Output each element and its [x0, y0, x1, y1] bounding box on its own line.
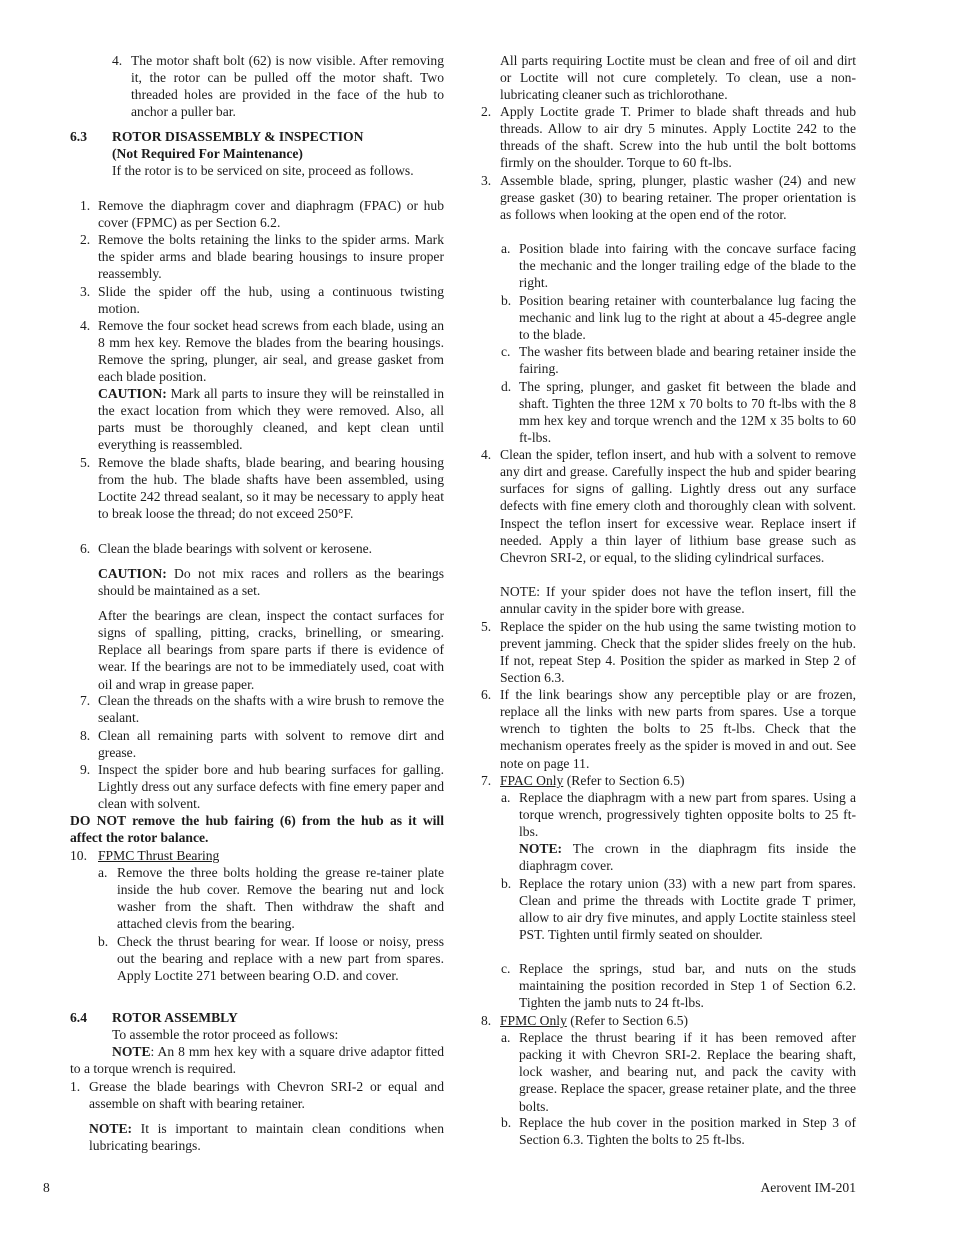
subitem-letter: a.	[501, 790, 511, 805]
caution-note-1	[98, 385, 444, 454]
disassembly-item-10a	[98, 864, 444, 933]
caution-text: Mark all parts to insure they will be reinstalled in the exact location from which they were removed. Also, all parts must be thoroughly cleaned, and kept clean until everything is reassembled.	[98, 386, 444, 453]
item-text: Remove the bolts retaining the links to the spider arms. Mark the spider arms and blade bearing housings to insure proper reassembly.	[98, 232, 444, 282]
assembly-item-4	[481, 446, 856, 566]
item-text: Clean all remaining parts with solvent to remove dirt and grease.	[98, 728, 444, 761]
item-text: Assemble blade, spring, plunger, plastic washer (24) and new grease gasket (30) to bearing retainer. The proper orientation is as follows when looking at the open end of the rotor.	[500, 173, 856, 223]
note-label: NOTE:	[519, 841, 563, 856]
note-label: NOTE	[112, 1044, 151, 1059]
assembly-item-7b	[501, 875, 856, 944]
subitem-letter: a.	[501, 1030, 511, 1045]
diaphragm-crown-note	[519, 840, 856, 874]
item-number: 10.	[70, 848, 87, 863]
subitem-text: Replace the rotary union (33) with a new part from spares. Clean and prime the threads with Loctite grade T primer, allow to air dry five minutes, and apply Loctite stainless steel PST. Tighten until firmly seated on shoulder.	[519, 876, 856, 943]
assembly-item-1	[70, 1078, 444, 1112]
disassembly-item-4	[80, 317, 444, 386]
loctite-paragraph: All parts requiring Loctite must be clean and free of oil and dirt or Loctite will not cure completely. To clean, use a non-lubricating cleaner such as trichlorothane.	[500, 53, 856, 103]
item-text: Clean the blade bearings with solvent or kerosene.	[98, 541, 373, 556]
section-title: ROTOR ASSEMBLY	[112, 1010, 238, 1025]
subitem-letter: a.	[98, 865, 108, 880]
item-number: 8.	[80, 728, 91, 743]
item-heading: FPMC Only	[500, 1013, 567, 1028]
disassembly-item-5	[80, 454, 444, 523]
item-number: 5.	[80, 455, 91, 470]
caution-label: CAUTION:	[98, 386, 167, 401]
item-number: 7.	[80, 693, 91, 708]
item-number: 1.	[70, 1079, 81, 1094]
document-title: Aerovent IM-201	[760, 1180, 856, 1195]
disassembly-item-8	[80, 727, 444, 761]
subitem-letter: b.	[98, 934, 109, 949]
step-number: 4.	[112, 53, 123, 68]
item-number: 3.	[481, 173, 492, 188]
assembly-item-7	[481, 772, 856, 789]
subitem-letter: b.	[501, 1115, 512, 1130]
subitem-text: Remove the three bolts holding the grease re-tainer plate inside the hub cover. Remove the bearing nut and lock washer from the shaft. Then withdraw the shaft and attached clevis from the bearing.	[117, 865, 444, 932]
subitem-letter: a.	[501, 241, 511, 256]
item-heading: FPAC Only	[500, 773, 564, 788]
item-number: 2.	[481, 104, 492, 119]
section-number: 6.3	[70, 129, 87, 144]
assembly-item-3a	[501, 240, 856, 291]
assembly-item-2	[481, 103, 856, 172]
subitem-text: Replace the diaphragm with a new part from spares. Using a torque wrench, progressively tighten opposite bolts to 25 ft-lbs.	[519, 790, 856, 840]
assembly-item-3	[481, 172, 856, 223]
disassembly-item-1	[80, 197, 444, 231]
step-text: The motor shaft bolt (62) is now visible. After removing it, the rotor can be pulled off the motor shaft. Two threaded holes are provided in the face of the hub to anchor a puller bar.	[131, 53, 444, 120]
note-text: It is important to maintain clean conditions when lubricating bearings.	[89, 1121, 444, 1154]
assembly-item-8	[481, 1012, 856, 1029]
assembly-item-6	[481, 686, 856, 772]
item-text: If the link bearings show any perceptible play or are frozen, replace all the links with new parts from spares. Use a torque wrench to tighten the bolts to 25 ft-lbs. Check that the mechanism operates freely as the spider is moved in and out. See note on page 11.	[500, 687, 856, 771]
assembly-item-8a	[501, 1029, 856, 1115]
caution-note-2	[98, 565, 444, 599]
disassembly-step-4	[112, 52, 444, 121]
item-number: 9.	[80, 762, 91, 777]
item-number: 7.	[481, 773, 492, 788]
caution-label: CAUTION:	[98, 566, 167, 581]
item-text: Slide the spider off the hub, using a continuous twisting motion.	[98, 284, 444, 317]
section-subtitle: (Not Required For Maintenance)	[112, 146, 303, 162]
assembly-item-3d	[501, 378, 856, 447]
disassembly-item-6	[80, 540, 444, 557]
item-number: 6.	[481, 687, 492, 702]
disassembly-item-10	[70, 847, 444, 864]
section-number: 6.4	[70, 1010, 87, 1025]
subitem-letter: d.	[501, 379, 512, 394]
subitem-letter: c.	[501, 344, 511, 359]
note-text: The crown in the diaphragm fits inside the diaphragm cover.	[519, 841, 856, 874]
assembly-item-8b	[501, 1114, 856, 1148]
item-number: 2.	[80, 232, 91, 247]
item-text: (Refer to Section 6.5)	[563, 773, 685, 788]
subitem-text: Replace the thrust bearing if it has been removed after packing it with Chevron SRI-2. Replace the bearing shaft, lock washer, and bearing nut, and pack the cavity with grease. Replace the spacer, grease retainer plate, and the three bolts.	[519, 1030, 856, 1114]
subitem-letter: b.	[501, 876, 512, 891]
hub-fairing-warning: DO NOT remove the hub fairing (6) from the hub as it will affect the rotor balance.	[70, 813, 444, 846]
item-number: 5.	[481, 619, 492, 634]
caution-text: Do not mix races and rollers as the bearings should be maintained as a set.	[98, 566, 444, 599]
item-text: Replace the spider on the hub using the same twisting motion to prevent jamming. Check that the spider slides freely on the hub. If not, repeat Step 4. Position the spider as marked in Step 2 of Section 6.3.	[500, 619, 856, 686]
disassembly-item-9	[80, 761, 444, 812]
disassembly-item-7	[80, 692, 444, 726]
subitem-text: Position bearing retainer with counterbalance lug facing the mechanic and link lug to the right at about a 45-degree angle to the blade.	[519, 293, 856, 343]
item-text: Clean the threads on the shafts with a wire brush to remove the sealant.	[98, 693, 444, 726]
subitem-letter: c.	[501, 961, 511, 976]
assembly-item-7c	[501, 960, 856, 1011]
item-text: Remove the blade shafts, blade bearing, and bearing housing from the hub. The blade shafts have been assembled, using Loctite 242 thread sealant, so it may be necessary to apply heat to break loose the thread; do not exceed 250°F.	[98, 455, 444, 522]
disassembly-item-10b	[98, 933, 444, 984]
section-6-4-heading	[70, 1009, 444, 1026]
item-number: 4.	[481, 447, 492, 462]
section-6-3-intro: If the rotor is to be serviced on site, proceed as follows.	[112, 163, 414, 178]
clean-conditions-note	[89, 1120, 444, 1154]
item-heading: FPMC Thrust Bearing	[98, 848, 220, 863]
subitem-text: Replace the springs, stud bar, and nuts on the studs maintaining the position recorded in Step 1 of Section 6.2. Tighten the jamb nuts to 24 ft-lbs.	[519, 961, 856, 1011]
assembly-item-3c	[501, 343, 856, 377]
item-text: Apply Loctite grade T. Primer to blade shaft threads and hub threads. Allow to air dry 5 minutes. Apply Loctite 242 to the threads of the shaft. Screw into the hub until the bolt bottoms firmly on the shoulder. Torque to 60 ft-lbs.	[500, 104, 856, 171]
subitem-text: Replace the hub cover in the position marked in Step 3 of Section 6.3. Tighten the bolts to 25 ft-lbs.	[519, 1115, 856, 1148]
section-6-3-heading	[70, 128, 444, 162]
note-label: NOTE:	[89, 1121, 133, 1136]
section-title: ROTOR DISASSEMBLY & INSPECTION	[112, 129, 364, 144]
note-text: : An 8 mm hex key with a square drive adaptor fitted to a torque wrench is required.	[70, 1044, 444, 1077]
assembly-item-3b	[501, 292, 856, 343]
item-number: 3.	[80, 284, 91, 299]
page-number: 8	[43, 1180, 50, 1195]
subitem-text: The spring, plunger, and gasket fit between the blade and shaft. Tighten the three 12M x 70 bolts to 70 ft-lbs with the 8 mm hex key and torque wrench and the 12M x 35 bolts to 60 ft-lbs.	[519, 379, 856, 446]
item-text: Remove the four socket head screws from each blade, using an 8 mm hex key. Remove the blades from the bearing housings. Remove the spring, plunger, air seal, and grease gasket from each blade position.	[98, 318, 444, 385]
item-number: 6.	[80, 541, 91, 556]
hex-key-note	[70, 1043, 444, 1077]
disassembly-item-2	[80, 231, 444, 282]
assembly-item-5	[481, 618, 856, 687]
disassembly-item-3	[80, 283, 444, 317]
item-text: (Refer to Section 6.5)	[566, 1013, 689, 1028]
assembly-item-7a	[501, 789, 856, 840]
item-text: Inspect the spider bore and hub bearing surfaces for galling. Lightly dress out any surface defects with fine emery paper and clean with solvent.	[98, 762, 444, 812]
item-text: Grease the blade bearings with Chevron SRI-2 or equal and assemble on shaft with bearing retainer.	[89, 1079, 444, 1112]
subitem-text: The washer fits between blade and bearing retainer inside the fairing.	[519, 344, 856, 377]
item-number: 4.	[80, 318, 91, 333]
teflon-insert-note: NOTE: If your spider does not have the teflon insert, fill the annular cavity in the spider bore with grease.	[500, 584, 856, 617]
item-text: Clean the spider, teflon insert, and hub with a solvent to remove any dirt and grease. Carefully inspect the hub and spider bearing surfaces for signs of galling. Lightly dress out any surface defects with fine emery cloth and thoroughly clean with solvent. Inspect the teflon insert for excessive wear. Replace insert if needed. Apply a thin layer of lithium base grease such as Chevron SRI-2, or equal, to the sliding cylindrical surfaces.	[500, 447, 856, 565]
subitem-text: Check the thrust bearing for wear. If loose or noisy, press out the bearing and replace with a new part from spares. Apply Loctite 271 between bearing O.D. and cover.	[117, 934, 444, 984]
subitem-letter: b.	[501, 293, 512, 308]
item-number: 8.	[481, 1013, 492, 1028]
item-text: Remove the diaphragm cover and diaphragm (FPAC) or hub cover (FPMC) as per Section 6.2.	[98, 198, 444, 231]
subitem-text: Position blade into fairing with the concave surface facing the mechanic and the longer trailing edge of the blade to the right.	[519, 241, 856, 291]
section-6-4-intro: To assemble the rotor proceed as follows:	[112, 1027, 339, 1042]
bearing-inspection-paragraph: After the bearings are clean, inspect the contact surfaces for signs of spalling, pitting, cracks, brinelling, or smearing. Replace all bearings from spare parts if there is evidence of wear. If the bearings are not to be immediately used, coat with oil and wrap in grease paper.	[98, 608, 444, 692]
item-number: 1.	[80, 198, 91, 213]
